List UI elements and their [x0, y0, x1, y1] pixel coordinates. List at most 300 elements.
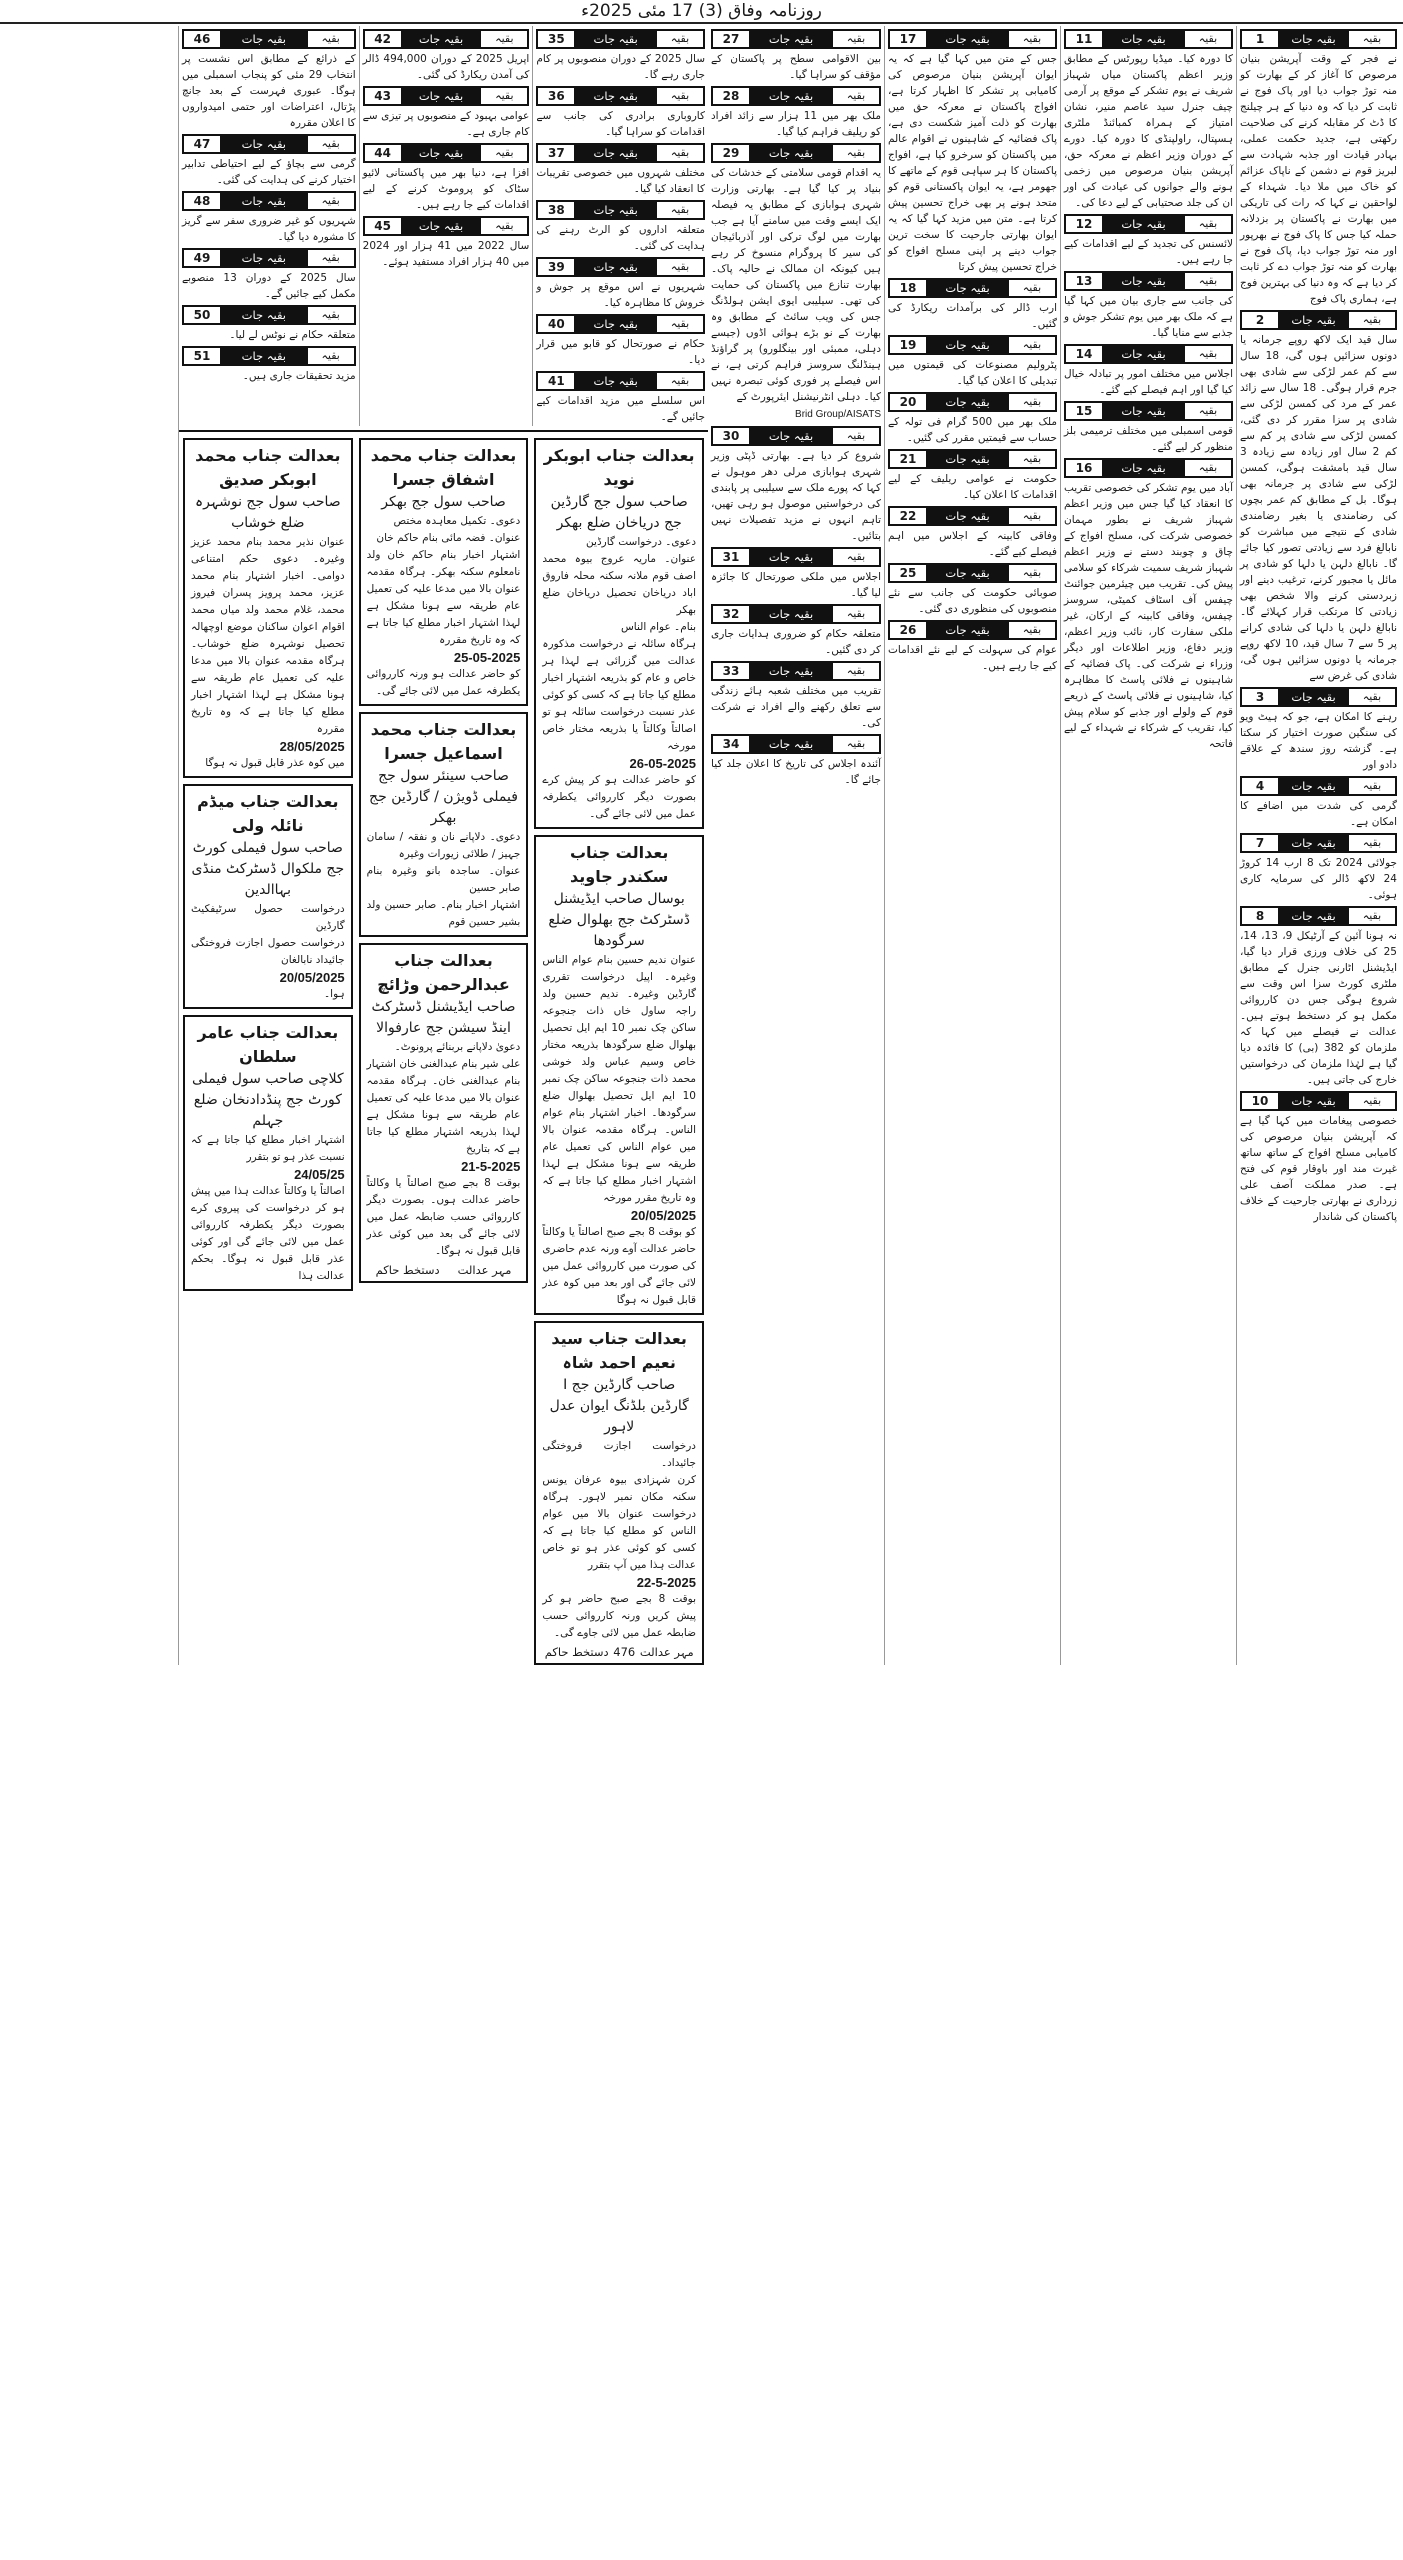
continuation-number: 41 [538, 373, 574, 389]
continuation-header [888, 620, 1057, 640]
continuation-header [182, 191, 356, 211]
continuation-title: بقیہ جات [220, 136, 308, 152]
continuation-number: 4 [1242, 778, 1278, 794]
continuation-label: بقیہ [833, 549, 879, 565]
continuation-label: بقیہ [1009, 337, 1055, 353]
continuation-number: 27 [713, 31, 749, 47]
continuation-text: کا دورہ کیا۔ میڈیا رپورٹس کے مطابق وزیر اعظم پاکستان میاں شہباز شریف نے یوم تشکر کے موقع پر آرمی چیف جنرل سید عاصم منیر، نشان امتیاز کے ہمراہ کمبائنڈ ملٹری ہسپتال، راولپنڈی کا دورہ کیا۔ دورے کے دوران وزیر اعظم نے معرکہ حق، آپریشن بنیان مرصوص میں زخمی ہونے والے جوانوں کی عیادت کی اور ان کی جلد صحتیابی کے لیے دعا کی۔ [1064, 53, 1233, 209]
continuation-text: بین الاقوامی سطح پر پاکستان کے مؤقف کو سراہا گیا۔ [711, 53, 881, 81]
continuation-text: مختلف شہروں میں خصوصی تقریبات کا انعقاد کیا گیا۔ [536, 167, 705, 195]
continuation-header [182, 346, 356, 366]
continuation-text: لائسنس کی تجدید کے لیے اقدامات کیے جا رہے ہیں۔ [1064, 238, 1233, 266]
left-columns [179, 26, 708, 426]
continuation-title: بقیہ جات [574, 202, 657, 218]
continuation-title: بقیہ جات [1102, 216, 1185, 232]
continuation-text: خصوصی پیغامات میں کہا گیا ہے کہ آپریشن بنیان مرصوص کی کامیابی مسلح افواج کے ساتھ ساتھ غیرت مند اور باوقار قوم کی فتح ہے۔ صدر مملکت آصف علی زرداری نے بھارتی جارحیت کے خلاف پاکستان کی شاندار [1240, 1115, 1397, 1223]
continuation-number: 25 [890, 565, 926, 581]
continuation-header [182, 248, 356, 268]
continuation-number: 35 [538, 31, 574, 47]
continuation-label: بقیہ [1009, 451, 1055, 467]
continuation-label: بقیہ [657, 145, 703, 161]
court-notice [534, 835, 704, 1315]
continuation-text: افزا ہے، دنیا بھر میں پاکستانی لائیو سٹاک کو پروموٹ کرنے کے لیے اقدامات کیے جا رہے ہیں۔ [362, 167, 530, 211]
continuation-title: بقیہ جات [1278, 31, 1349, 47]
notice-line: دعوی۔ درخواست گارڈین [586, 536, 696, 548]
continuation-title: بقیہ جات [926, 31, 1009, 47]
continuation-header [888, 29, 1057, 49]
continuation-header [1064, 458, 1233, 478]
notice-date: 21-5-2025 [461, 1159, 521, 1174]
continuation-number: 3 [1242, 689, 1278, 705]
notice-line: علی شیر بنام عبدالغنی خان اشتہار بنام عبدالغنی خان۔ ہرگاہ مقدمہ عنوان بالا میں مدعا علیہ کی تعمیل عام طریقہ سے ہونا مشکل ہے لہذا بذریعہ اشتہار مطلع کیا جاتا ہے کہ بتاریخ [366, 1058, 521, 1155]
continuation-number: 21 [890, 451, 926, 467]
continuation-label: بقیہ [308, 31, 354, 47]
continuation-text: شہریوں نے اس موقع پر جوش و خروش کا مظاہرہ کیا۔ [536, 281, 705, 309]
continuation-text: سال 2025 کے دوران 13 منصوبے مکمل کیے جائیں گے۔ [182, 272, 356, 300]
continuation-label: بقیہ [657, 31, 703, 47]
notice-line: عنوان۔ ساجدہ بانو وغیرہ بنام صابر حسین [366, 865, 521, 894]
continuation-number: 31 [713, 549, 749, 565]
notice-column [183, 438, 353, 1665]
continuation-header [1064, 344, 1233, 364]
continuation-number: 8 [1242, 908, 1278, 924]
continuation-header [363, 86, 530, 106]
continuation-text: عوامی بہبود کے منصوبوں پر تیزی سے کام جاری ہے۔ [362, 110, 530, 138]
continuation-number: 51 [184, 348, 220, 364]
continuation-number: 20 [890, 394, 926, 410]
column-2 [1060, 26, 1236, 1665]
continuation-number: 47 [184, 136, 220, 152]
court-notice [534, 1321, 704, 1665]
court-notice [359, 438, 529, 706]
continuation-label: بقیہ [1009, 31, 1055, 47]
continuation-title: بقیہ جات [1102, 346, 1185, 362]
notice-date: 24/05/25 [294, 1167, 345, 1182]
continuation-number: 2 [1242, 312, 1278, 328]
continuation-title: بقیہ جات [749, 31, 833, 47]
newspaper-title: روزنامہ وفاق (3) 17 مئی 2025ء [581, 1, 822, 21]
continuation-title: بقیہ جات [926, 280, 1009, 296]
continuation-number: 33 [713, 663, 749, 679]
continuation-title: بقیہ جات [220, 348, 308, 364]
continuation-header [1240, 776, 1397, 796]
notice-signature: دستخط حاکم [544, 1645, 609, 1659]
continuation-text: نہ ہونا آئین کے آرٹیکل 9، 13، 14، 25 کی خلاف ورزی قرار دیا گیا، ایڈیشنل اٹارنی جنرل کے مطابق ملٹری کورٹ سزا اس وقت سے شروع ہوگی جس دن کارروائی مکمل ہو کر دستخط ہوتے ہیں۔ عدالت نے فیصلے میں کہا کہ ملزمان کو 382 (بی) کا فائدہ دیا گیا ہے لہٰذا ملزمان کی درخواستیں خارج کی جاتی ہیں۔ [1240, 930, 1397, 1086]
continuation-number: 43 [365, 88, 401, 104]
continuation-text: سال قید ایک لاکھ روپے جرمانہ یا دونوں سزائیں ہوں گی، 18 سال سے کم عمر لڑکی سے شادی بھی جرم قرار ہوگی۔ 18 سال سے زائد عمر کے مرد کی کمسن لڑکی سے شادی پر سزا مقرر کر دی گئی، کمسن لڑکی سے شادی پر کم سے کم 2 سال اور زیادہ سے زیادہ 3 سال قید بامشقت ہوگی، کمسن لڑکی سے شادی پر جرمانہ بھی ہوگا۔ بل کے مطابق کم عمر بچوں کی رضامندی یا بغیر رضامندی شادی کے نتیجے میں مباشرت کو نابالغ فرد سے زیادتی تصور کیا جائے گا۔ نابالغ دلہن یا دلہا کو شادی پر مائل یا مجبور کرنے، ترغیب دینے اور زبردستی کرنے والا شخص بھی زیادتی کا مرتکب قرار کہلائے گا۔ نابالغ دلہن یا دلہا کی شادی کرانے پر 5 سے 7 سال قید، 10 لاکھ روپے جرمانہ یا دونوں سزائیں ہوں گی، شادی کی غرض سے [1240, 334, 1398, 682]
continuation-number: 32 [713, 606, 749, 622]
continuation-number: 14 [1066, 346, 1102, 362]
continuation-title: بقیہ جات [220, 193, 308, 209]
continuation-text: آئندہ اجلاس کی تاریخ کا اعلان جلد کیا جائے گا۔ [711, 758, 881, 786]
notice-line: دعوی۔ دلاپانے نان و نفقہ / سامان جہیز / طلائی زیورات وغیرہ [366, 831, 521, 860]
continuation-number: 42 [365, 31, 401, 47]
court-notice [534, 438, 704, 829]
continuation-text: متعلقہ اداروں کو الرٹ رہنے کی ہدایت کی گئی۔ [536, 224, 705, 252]
notice-court: بوسال صاحب ایڈیشنل ڈسٹرکٹ جج بھلوال ضلع سرگودھا [548, 891, 690, 949]
continuation-header [182, 134, 356, 154]
continuation-title: بقیہ جات [749, 663, 833, 679]
continuation-title: بقیہ جات [749, 145, 833, 161]
continuation-label: بقیہ [1185, 216, 1231, 232]
notice-signature: دستخط حاکم [375, 1263, 440, 1277]
notice-closing: اصالتاً یا وکالتاً عدالت ہذا میں پیش ہو کر درخواست کی پیروی کرے بصورت دیگر یکطرفہ کارروائی عمل میں لائی جائے گی اور کوئی عذر قابل قبول نہ ہوگا۔ بحکم عدالت ہذا [191, 1185, 345, 1282]
continuation-number: 13 [1066, 273, 1102, 289]
notice-date: 26-05-2025 [629, 756, 696, 771]
continuation-header [711, 604, 881, 624]
continuation-label: بقیہ [1009, 508, 1055, 524]
notice-signature-row [367, 1263, 521, 1277]
continuation-label: بقیہ [1349, 31, 1395, 47]
continuation-title: بقیہ جات [749, 736, 833, 752]
continuation-text: حکومت نے عوامی ریلیف کے لیے اقدامات کا اعلان کیا۔ [888, 473, 1057, 501]
continuation-number: 10 [1242, 1093, 1278, 1109]
continuation-title: بقیہ جات [1278, 312, 1349, 328]
notice-heading: بعدالت جناب سید نعیم احمد شاہ [551, 1329, 687, 1372]
continuation-title: بقیہ جات [401, 218, 482, 234]
continuation-label: بقیہ [657, 88, 703, 104]
continuation-number: 44 [365, 145, 401, 161]
notice-heading: بعدالت جناب سکندر جاوید [569, 843, 669, 886]
continuation-label: بقیہ [308, 250, 354, 266]
newspaper-page [0, 24, 1403, 1665]
continuation-header [536, 143, 705, 163]
continuation-title: بقیہ جات [1102, 273, 1185, 289]
continuation-label: بقیہ [1349, 1093, 1395, 1109]
continuation-label: بقیہ [481, 145, 527, 161]
continuation-header [536, 86, 705, 106]
continuation-header [1064, 214, 1233, 234]
continuation-title: بقیہ جات [1278, 908, 1349, 924]
continuation-header [888, 563, 1057, 583]
continuation-label: بقیہ [657, 316, 703, 332]
continuation-title: بقیہ جات [749, 549, 833, 565]
continuation-label: بقیہ [1009, 394, 1055, 410]
continuation-label: بقیہ [481, 88, 527, 104]
notice-line: اشتہار اخبار مطلع کیا جاتا ہے کہ نسبت عذر ہو تو بتقرر [191, 1134, 345, 1163]
continuation-title: بقیہ جات [574, 145, 657, 161]
continuation-number: 50 [184, 307, 220, 323]
continuation-text: پٹرولیم مصنوعات کی قیمتوں میں تبدیلی کا اعلان کیا گیا۔ [888, 359, 1057, 387]
continuation-number: 16 [1066, 460, 1102, 476]
continuation-title: بقیہ جات [749, 606, 833, 622]
continuation-label: بقیہ [1185, 460, 1231, 476]
notice-column [359, 438, 529, 1665]
continuation-number: 36 [538, 88, 574, 104]
notice-line: اشتہار اخبار بنام۔ صابر حسین ولد بشیر حسین قوم [366, 899, 521, 928]
continuation-title: بقیہ جات [749, 428, 833, 444]
continuation-text: متعلقہ حکام کو ضروری ہدایات جاری کر دی گئیں۔ [711, 628, 881, 656]
continuation-header [363, 29, 530, 49]
continuation-title: بقیہ جات [1278, 1093, 1349, 1109]
continuation-number: 39 [538, 259, 574, 275]
continuation-header [1240, 310, 1397, 330]
continuation-header [1064, 29, 1233, 49]
continuation-label: بقیہ [833, 145, 879, 161]
notice-heading: بعدالت جناب عامر سلطان [197, 1023, 339, 1066]
continuation-number: 37 [538, 145, 574, 161]
notice-heading: بعدالت جناب ابوبکر نوید [543, 446, 695, 489]
continuation-title: بقیہ جات [574, 259, 657, 275]
notice-court: صاحب سینئر سول جج فیملی ڈویژن / گارڈین جج بھکر [369, 768, 518, 826]
notice-court: صاحب ایڈیشنل ڈسٹرکٹ اینڈ سیشن جج عارفوالا [371, 999, 516, 1036]
continuation-label: بقیہ [1009, 280, 1055, 296]
continuation-text: قومی اسمبلی میں مختلف ترمیمی بلز منظور کر لیے گئے۔ [1064, 425, 1233, 453]
continuation-number: 22 [890, 508, 926, 524]
continuation-label: بقیہ [1185, 31, 1231, 47]
notice-line: عنوان نذیر محمد بنام محمد عزیز وغیرہ۔ دعوی حکم امتناعی دوامی۔ اخبار اشتہار بنام محمد عزیز، محمد پرویز پسران فیروز محمد، غلام محمد ولد میاں محمد اقوام اعوان ساکنان موضع اوچھالہ تحصیل نوشہرہ ضلع خوشاب۔ ہرگاہ مقدمہ عنوان بالا میں مدعا علیہ کی تعمیل عام طریقہ سے ہونا مشکل ہے لہذا اشتہار اخبار مطلع کیا جاتا ہے کہ وہ تاریخ مقررہ [191, 536, 345, 735]
continuation-label: بقیہ [1349, 835, 1395, 851]
continuation-header [182, 305, 356, 325]
notice-date: 20/05/2025 [630, 1208, 696, 1223]
continuation-text: شہریوں کو غیر ضروری سفر سے گریز کا مشورہ دیا گیا۔ [182, 215, 356, 243]
column-4 [708, 26, 884, 1665]
column-6 [359, 26, 533, 426]
continuation-number: 18 [890, 280, 926, 296]
notice-closing: کو بوقت 8 بجے صبح اصالتاً یا وکالتاً حاضر عدالت آوے ورنہ عدم حاضری کی صورت میں کارروائی عمل میں لائی جائے گی اور بعد میں کوہ عذر قابل قبول نہ ہوگا [542, 1226, 696, 1306]
continuation-text: اپریل 2025 کے دوران 494,000 ڈالر کی آمدن ریکارڈ کی گئی۔ [362, 53, 530, 81]
continuation-number: 17 [890, 31, 926, 47]
continuation-header [363, 143, 530, 163]
notice-heading: بعدالت جناب محمد اسماعیل جسرا [370, 720, 517, 763]
continuation-label: بقیہ [1349, 689, 1395, 705]
notice-closing: ہوا۔ [324, 988, 345, 1000]
notice-closing: بوقت 8 بجے صبح اصالتاً یا وکالتاً حاضر عدالت ہوں۔ بصورت دیگر کارروائی حسب ضابطہ عمل میں لائی جائے گی بعد میں کوئی عذر قابل قبول نہ ہوگا۔ [366, 1177, 521, 1257]
continuation-number: 28 [713, 88, 749, 104]
notice-court: صاحب گارڈین جج I گارڈین بلڈنگ ایوان عدل لاہور [549, 1377, 689, 1435]
continuation-text: گرمی سے بچاؤ کے لیے احتیاطی تدابیر اختیار کرنے کی ہدایت کی گئی۔ [182, 158, 356, 186]
continuation-header [536, 257, 705, 277]
continuation-number: 30 [713, 428, 749, 444]
continuation-title: بقیہ جات [926, 565, 1009, 581]
continuation-label: بقیہ [833, 736, 879, 752]
continuation-label: بقیہ [1185, 273, 1231, 289]
continuation-header [711, 426, 881, 446]
continuation-header [888, 278, 1057, 298]
continuation-number: 49 [184, 250, 220, 266]
notice-seal: مہر عدالت [639, 1645, 694, 1659]
continuation-title: بقیہ جات [926, 337, 1009, 353]
notice-line: درخواست حصول اجازت فروختگی جائیداد نابالغان [191, 937, 345, 966]
continuation-header [1064, 271, 1233, 291]
continuation-number: 45 [365, 218, 401, 234]
continuation-title: بقیہ جات [220, 307, 308, 323]
notice-court: کلاچی صاحب سول فیملی کورٹ جج پنڈدادنخان ضلع جہلم [191, 1071, 344, 1129]
continuation-number: 11 [1066, 31, 1102, 47]
continuation-header [711, 29, 881, 49]
continuation-text: کی جانب سے جاری بیان میں کہا گیا ہے کہ ملک بھر میں یوم تشکر جوش و جذبے سے منایا گیا۔ [1064, 295, 1233, 339]
continuation-header [888, 449, 1057, 469]
continuation-text: کے ذرائع کے مطابق اس نشست پر انتخاب 29 مئی کو پنجاب اسمبلی میں ہوگا۔ عبوری فہرست کے بعد جانچ پڑتال، اعتراضات اور حتمی امیدواروں کا اعلان مقررہ [182, 53, 356, 129]
continuation-label: بقیہ [1009, 565, 1055, 581]
continuation-label: بقیہ [481, 31, 527, 47]
continuation-label: بقیہ [833, 606, 879, 622]
notice-court: صاحب سول جج گارڈین جج دریاخان ضلع بھکر [550, 494, 688, 531]
continuation-label: بقیہ [657, 202, 703, 218]
notice-line: عنوان۔ ماریہ عروج بیوہ محمد اصف قوم ملانہ سکنہ محلہ فاروق اباد دریاخان تحصیل دریاخان ضلع بھکر [542, 553, 696, 616]
notice-line: عنوان۔ فضہ مائی بنام حاکم خان [376, 532, 521, 544]
continuation-text: نے فجر کے وقت آپریشن بنیان مرصوص کا آغاز کر کے بھارت کو منہ توڑ جواب دیا اور پاک فوج نے ثابت کر دیا کہ وہ دنیا کے ہر چیلنج کا ڈٹ کر مقابلہ کرنے کی صلاحیت رکھتی ہے، جدید حکمت عملی، بہادر قیادت اور جذبہ شہادت سے لبریز قوم نے دشمن کے ناپاک عزائم کو خاک میں ملا دیا۔ شہداء کے لواحقین نے کہا کہ رات کی تاریکی میں بھارت نے پاکستان پر بزدلانہ حملہ کیا جس کا پاک فوج نے بھرپور اور منہ توڑ جواب دیا، پاک فوج نے بھارت کو منہ توڑ جواب دے کر ثابت کر دیا ہے کہ وہ دنیا کی بہترین فوج ہے، ہماری پاک فوج [1240, 53, 1397, 305]
continuation-header [363, 216, 530, 236]
notice-column [534, 438, 704, 1665]
court-notice [183, 784, 353, 1009]
continuation-title: بقیہ جات [574, 373, 657, 389]
notice-court: صاحب سول فیملی کورٹ جج ملکوال ڈسٹرکٹ منڈی بہاالدین [191, 840, 345, 898]
continuation-text: گرمی کی شدت میں اضافے کا امکان ہے۔ [1240, 800, 1397, 828]
notice-line: کرن شہزادی بیوہ عرفان یونس سکنہ مکان نمبر لاہور۔ ہرگاہ درخواست عنوان بالا میں عوام الناس کو مطلع کیا جاتا ہے کہ کسی کو کوئی عذر ہو تو خاص عدالت ہذا میں آپ بتقرر [542, 1474, 696, 1571]
continuation-number: 29 [713, 145, 749, 161]
continuation-label: بقیہ [833, 663, 879, 679]
continuation-label: بقیہ [308, 307, 354, 323]
continuation-header [536, 200, 705, 220]
continuation-title: بقیہ جات [574, 31, 657, 47]
court-notice [359, 712, 529, 937]
continuation-header [1240, 1091, 1397, 1111]
continuation-label: بقیہ [308, 193, 354, 209]
continuation-label: بقیہ [1185, 403, 1231, 419]
continuation-title: بقیہ جات [926, 394, 1009, 410]
notice-closing: بوقت 8 بجے صبح حاضر ہو کر پیش کریں ورنہ کارروائی حسب ضابطہ عمل میں لائی جاوے گی۔ [542, 1593, 697, 1639]
notice-line: درخواست اجازت فروختگی جائیداد۔ [542, 1440, 696, 1469]
continuation-label: بقیہ [308, 348, 354, 364]
continuation-text: جولائی 2024 تک 8 ارب 14 کروڑ 24 لاکھ ڈالر کی سرمایہ کاری ہوئی۔ [1240, 857, 1398, 901]
notice-court: صاحب سول جج بھکر [381, 494, 506, 510]
continuation-title: بقیہ جات [1102, 403, 1185, 419]
notice-heading: بعدالت جناب محمد اشفاق جسرا [370, 446, 517, 489]
column-5 [532, 26, 708, 426]
continuation-header [711, 734, 881, 754]
continuation-header [182, 29, 356, 49]
court-notice [359, 943, 529, 1283]
continuation-header [711, 661, 881, 681]
notice-date: 22-5-2025 [636, 1575, 696, 1590]
continuation-text: یہ اقدام قومی سلامتی کے خدشات کی بنیاد پر کیا گیا ہے۔ بھارتی وزارت شہری ہوابازی کے مطابق یہ فیصلہ ایک ایسے وقت میں سامنے آیا ہے جب بھارت میں لوگ ترکی اور آذربائیجان کی سیر کا پروگرام منسوخ کر رہے ہیں کیونکہ ان ممالک نے حالیہ پاک۔بھارت تنازع میں پاکستان کی حمایت کی تھی۔ سیلیبی ایوی ایشن ہولڈنگ جس کی ویب سائٹ کے مطابق وہ بھارت کے نو بڑے ہوائی اڈوں (جیسے دہلی، ممبئی اور بینگلورو) پر گراؤنڈ ہینڈلنگ سروسز فراہم کرتی ہے، نے اس فیصلے پر فوری کوئی تبصرہ نہیں کیا۔ دہلی انٹرنیشنل ایئرپورٹ کے [711, 167, 881, 403]
column-1 [1236, 26, 1400, 1665]
notice-line: اشتہار اخبار بنام حاکم خان ولد نامعلوم سکنہ بھکر۔ ہرگاہ مقدمہ عنوان بالا میں مدعا علیہ کی تعمیل عام طریقہ سے ہونا مشکل ہے لہذا اشتہار اخبار مطلع کیا جاتا ہے کہ وہ تاریخ مقررہ [366, 549, 521, 646]
notice-line: عنوان ندیم حسین بنام عوام الناس وغیرہ۔ اپیل درخواست تقرری گارڈین وغیرہ۔ ندیم حسین ولد راجہ ساول خاں ذات جنجوعہ ساکن چک نمبر 10 ایم ایل تحصیل بھلوال ضلع سرگودھا بذریعہ مختار خاص وسیم عباس ولد خوشی محمد ذات جنجوعہ ساکن چک نمبر 10 ایم ایل تحصیل بھلوال ضلع سرگودھا۔ اخبار اشتہار بنام عوام الناس۔ ہرگاہ مقدمہ عنوان بالا میں عوام الناس کی تعمیل عام طریقہ سے ہونا مشکل ہے لہذا اشتہار اخبار مطلع کیا جاتا ہے کہ وہ تاریخ مقرر مورخہ [542, 954, 696, 1204]
continuation-label: بقیہ [1349, 778, 1395, 794]
notice-heading: بعدالت جناب محمد ابوبکر صدیق [195, 446, 341, 489]
notice-line: بنام۔ عوام الناس [620, 621, 696, 633]
continuation-title: بقیہ جات [220, 250, 308, 266]
continuation-label: بقیہ [833, 88, 879, 104]
continuation-title: بقیہ جات [401, 88, 482, 104]
continuation-label: بقیہ [833, 31, 879, 47]
continuation-text: حکام نے صورتحال کو قابو میں قرار دیا۔ [536, 338, 705, 366]
continuation-number: 7 [1242, 835, 1278, 851]
continuation-text: آباد میں یوم تشکر کی خصوصی تقریب کا انعقاد کیا گیا جس میں وزیر اعظم شہباز شریف نے بطور مہمان خصوصی شرکت کی، مسلح افواج کے چاق و چوبند دستے نے وزیر اعظم شہباز شریف سمیت شرکاء کو سلامی پیش کی۔ تقریب میں چیئرمین جوائنٹ چیفس آف اسٹاف کمیٹی، سروسز چیفس، وفاقی کابینہ کے ارکان، غیر ملکی سفارت کار، نائب وزیر اعظم، وزیر دفاع، وزیر اطلاعات اور دیگر وزراء نے شرکت کی۔ پاک فضائیہ کے شاہینوں نے فلائی پاسٹ کا مظاہرہ کیا، شاہینوں نے فلائی پاسٹ کے ذریعے قوم کے ولولے اور جذبے کو سلام پیش کیا، تقریب کے شرکاء نے شہداء کے لیے فاتحہ [1064, 482, 1233, 750]
column-7 [179, 26, 359, 426]
continuation-title: بقیہ جات [1278, 835, 1349, 851]
continuation-text: کاروباری برادری کی جانب سے اقدامات کو سراہا گیا۔ [536, 110, 705, 138]
continuation-text: جس کے متن میں کہا گیا ہے کہ یہ ایوان آپریشن بنیان مرصوص کی کامیابی پر تشکر کا اظہار کرتا ہے، افواج پاکستان نے معرکہ حق میں بھارت کو ذلت آمیز شکست دی ہے، پاک فضائیہ کے شاہینوں نے اقوام عالم میں پاکستان کو سرخرو کیا ہے، افواج پاکستان کا ہر سپاہی قوم کے ماتھے کا جھومر ہے، یہ ایوان پاکستانی قوم کو متحد ہونے پر بھی خراج تحسین پیش کرتا ہے۔ متن میں مزید کہا گیا کہ یہ ایوان بھارتی جارحیت کا سخت ترین جواب دینے پر اپنی مسلح افواج کو خراج تحسین پیش کرتا [888, 53, 1057, 273]
continuation-label: بقیہ [1185, 346, 1231, 362]
continuation-text: اجلاس میں مختلف امور پر تبادلہ خیال کیا گیا اور اہم فیصلے کیے گئے۔ [1064, 368, 1233, 396]
continuation-number: 19 [890, 337, 926, 353]
notice-date: 20/05/2025 [279, 970, 345, 985]
continuation-title: بقیہ جات [1102, 31, 1185, 47]
continuation-number: 1 [1242, 31, 1278, 47]
continuation-number: 40 [538, 316, 574, 332]
continuation-title: بقیہ جات [401, 145, 482, 161]
continuation-number: 34 [713, 736, 749, 752]
continuation-number: 12 [1066, 216, 1102, 232]
continuation-text: ملک بھر میں 500 گرام فی تولہ کے حساب سے قیمتیں مقرر کی گئیں۔ [888, 416, 1057, 444]
continuation-title: بقیہ جات [401, 31, 482, 47]
right-columns [708, 26, 1400, 1665]
notice-line: ہرگاہ سائلہ نے درخواست مذکورہ عدالت میں گزرائی ہے لہذا ہر خاص و عام کو بذریعہ اشتہار اخبار مطلع کیا جاتا ہے کہ کسی کو کوئی عذر نسبت درخواست سائلہ ہو تو اصالتاً وکالتاً یا بذریعہ مختار خاص مورخہ [542, 638, 696, 752]
continuation-number: 15 [1066, 403, 1102, 419]
notice-number: 476 [613, 1645, 636, 1659]
continuation-label: بقیہ [308, 136, 354, 152]
continuation-header [1240, 906, 1397, 926]
continuation-title: بقیہ جات [926, 622, 1009, 638]
continuation-text: رہنے کا امکان ہے، جو کہ ہیٹ ویو کی سنگین صورت اختیار کر سکتا ہے۔ گزشتہ روز سندھ کے علاقے دادو اور [1240, 711, 1397, 771]
continuation-text: سال 2025 کے دوران منصوبوں پر کام جاری رہے گا۔ [536, 53, 705, 81]
continuation-text: عوام کی سہولت کے لیے نئے اقدامات کیے جا رہے ہیں۔ [888, 644, 1057, 672]
continuation-number: 26 [890, 622, 926, 638]
notice-court: صاحب سول جج نوشہرہ ضلع خوشاب [194, 494, 341, 531]
notice-heading: بعدالت جناب میڈم نائلہ ولی [197, 792, 339, 835]
notice-seal: مہر عدالت [457, 1263, 512, 1277]
continuation-title: بقیہ جات [574, 88, 657, 104]
continuation-text: شروع کر دیا ہے۔ بھارتی ڈپٹی وزیر شہری ہوابازی مرلی دھر موہول نے کہا کہ پورے ملک سے سیلیبی پر پابندی کی درخواستیں موصول ہو رہی تھیں، تاہم انہوں نے مزید تفصیلات نہیں بتائیں۔ [711, 450, 881, 542]
continuation-header [1240, 29, 1397, 49]
notice-signature-row [542, 1645, 696, 1659]
continuation-header [888, 335, 1057, 355]
continuation-title: بقیہ جات [574, 316, 657, 332]
continuation-title: بقیہ جات [749, 88, 833, 104]
continuation-number: 38 [538, 202, 574, 218]
continuation-header [888, 506, 1057, 526]
continuation-header [1240, 687, 1397, 707]
continuation-label: بقیہ [1349, 312, 1395, 328]
continuation-number: 48 [184, 193, 220, 209]
continuation-text: وفاقی کابینہ کے اجلاس میں اہم فیصلے کیے گئے۔ [888, 530, 1057, 558]
continuation-label: بقیہ [657, 373, 703, 389]
continuation-text: متعلقہ حکام نے نوٹس لے لیا۔ [229, 329, 356, 341]
continuation-header [711, 86, 881, 106]
continuation-label: بقیہ [657, 259, 703, 275]
continuation-text: اس سلسلے میں مزید اقدامات کیے جائیں گے۔ [536, 395, 705, 423]
notice-closing: کو حاضر عدالت ہو ورنہ کارروائی یکطرفہ عمل میں لائی جائے گی۔ [366, 668, 521, 697]
continuation-header [536, 29, 705, 49]
notice-date: 28/05/2025 [279, 739, 345, 754]
masthead [0, 0, 1403, 24]
continuation-title: بقیہ جات [926, 508, 1009, 524]
continuation-header [536, 314, 705, 334]
continuation-number: 46 [184, 31, 220, 47]
continuation-text: سال 2022 میں 41 ہزار اور 2024 میں 40 ہزار افراد مستفید ہوئے۔ [362, 240, 530, 268]
continuation-text: ارب ڈالر کی برآمدات ریکارڈ کی گئیں۔ [888, 302, 1057, 330]
continuation-header [711, 143, 881, 163]
continuation-title: بقیہ جات [220, 31, 308, 47]
continuation-label: بقیہ [833, 428, 879, 444]
notice-line: درخواست حصول سرٹیفکیٹ گارڈین [191, 903, 345, 932]
continuation-header [536, 371, 705, 391]
continuation-text: تقریب میں مختلف شعبہ ہائے زندگی سے تعلق رکھنے والے افراد نے شرکت کی۔ [711, 685, 881, 729]
continuation-text: اجلاس میں ملکی صورتحال کا جائزہ لیا گیا۔ [711, 571, 881, 599]
continuation-title: بقیہ جات [926, 451, 1009, 467]
court-notice [183, 1015, 353, 1291]
column-3 [884, 26, 1060, 1665]
notice-closing: میں کوہ عذر قابل قبول نہ ہوگا [205, 757, 345, 769]
continuation-title: بقیہ جات [1102, 460, 1185, 476]
latin-text: Brid Group/AISATS [795, 409, 881, 420]
notice-date: 25-05-2025 [453, 650, 521, 665]
continuation-header [711, 547, 881, 567]
court-notice [183, 438, 353, 778]
